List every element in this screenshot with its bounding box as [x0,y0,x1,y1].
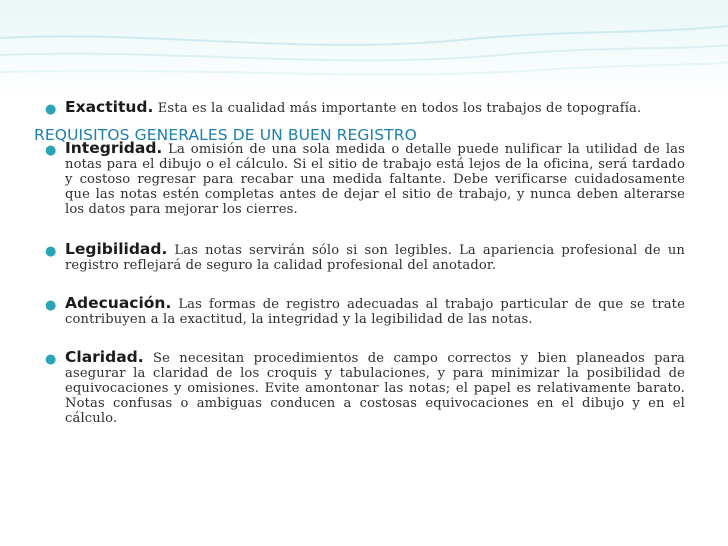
bullet-icon: ● [45,143,57,158]
item-text: La omisión de una sola medida o detalle puede nulificar la utilidad de las notas para el dibujo o el cálculo. Si el sitio de trabajo está lejos de la oficina, será tardado y costoso regresar para recabar una medida faltante. Debe verificarse cuidadosamente que las notas estén completas antes de dejar el sitio de trabajo, y nunca deben alterarse los datos para mejorar los cierres. [65,142,685,217]
item-term: Adecuación. [65,294,172,312]
item-text: Se necesitan procedimientos de campo correctos y bien planeados para asegurar la claridad de los croquis y tabulaciones, y para minimizar la posibilidad de equivocaciones y omisiones. Evite amontonar las notas; el papel es relativamente barato. Notas confusas o ambiguas conducen a costosas equivocaciones en el dibujo y en el cálculo. [65,351,685,426]
item-text: Las formas de registro adecuadas al trabajo particular de que se trate contribuyen a la exactitud, la integridad y la legibilidad de las notas. [65,297,685,327]
item-term: Legibilidad. [65,240,168,258]
item-term: Exactitud. [65,98,154,116]
page-title: REQUISITOS GENERALES DE UN BUEN REGISTRO [34,126,417,144]
bullet-icon: ● [45,298,57,313]
wave-decoration [0,0,728,95]
list-item-exactitud [45,100,685,116]
item-term: Claridad. [65,348,144,366]
bullet-icon: ● [45,244,57,259]
bullet-icon: ● [45,352,57,367]
item-text: Esta es la cualidad más importante en todos los trabajos de topografía. [153,101,642,116]
item-term: Integridad. [65,139,163,157]
list-item-adecuacion [45,296,685,327]
header-decoration [0,0,728,95]
item-text: Las notas servirán sólo si son legibles. La apariencia profesional de un registro reflejará de seguro la calidad profesional del anotador. [65,243,685,273]
list-item-legibilidad [45,242,685,273]
list-item-claridad [45,350,685,426]
bullet-icon: ● [45,102,57,117]
list-item-integridad [45,141,685,217]
